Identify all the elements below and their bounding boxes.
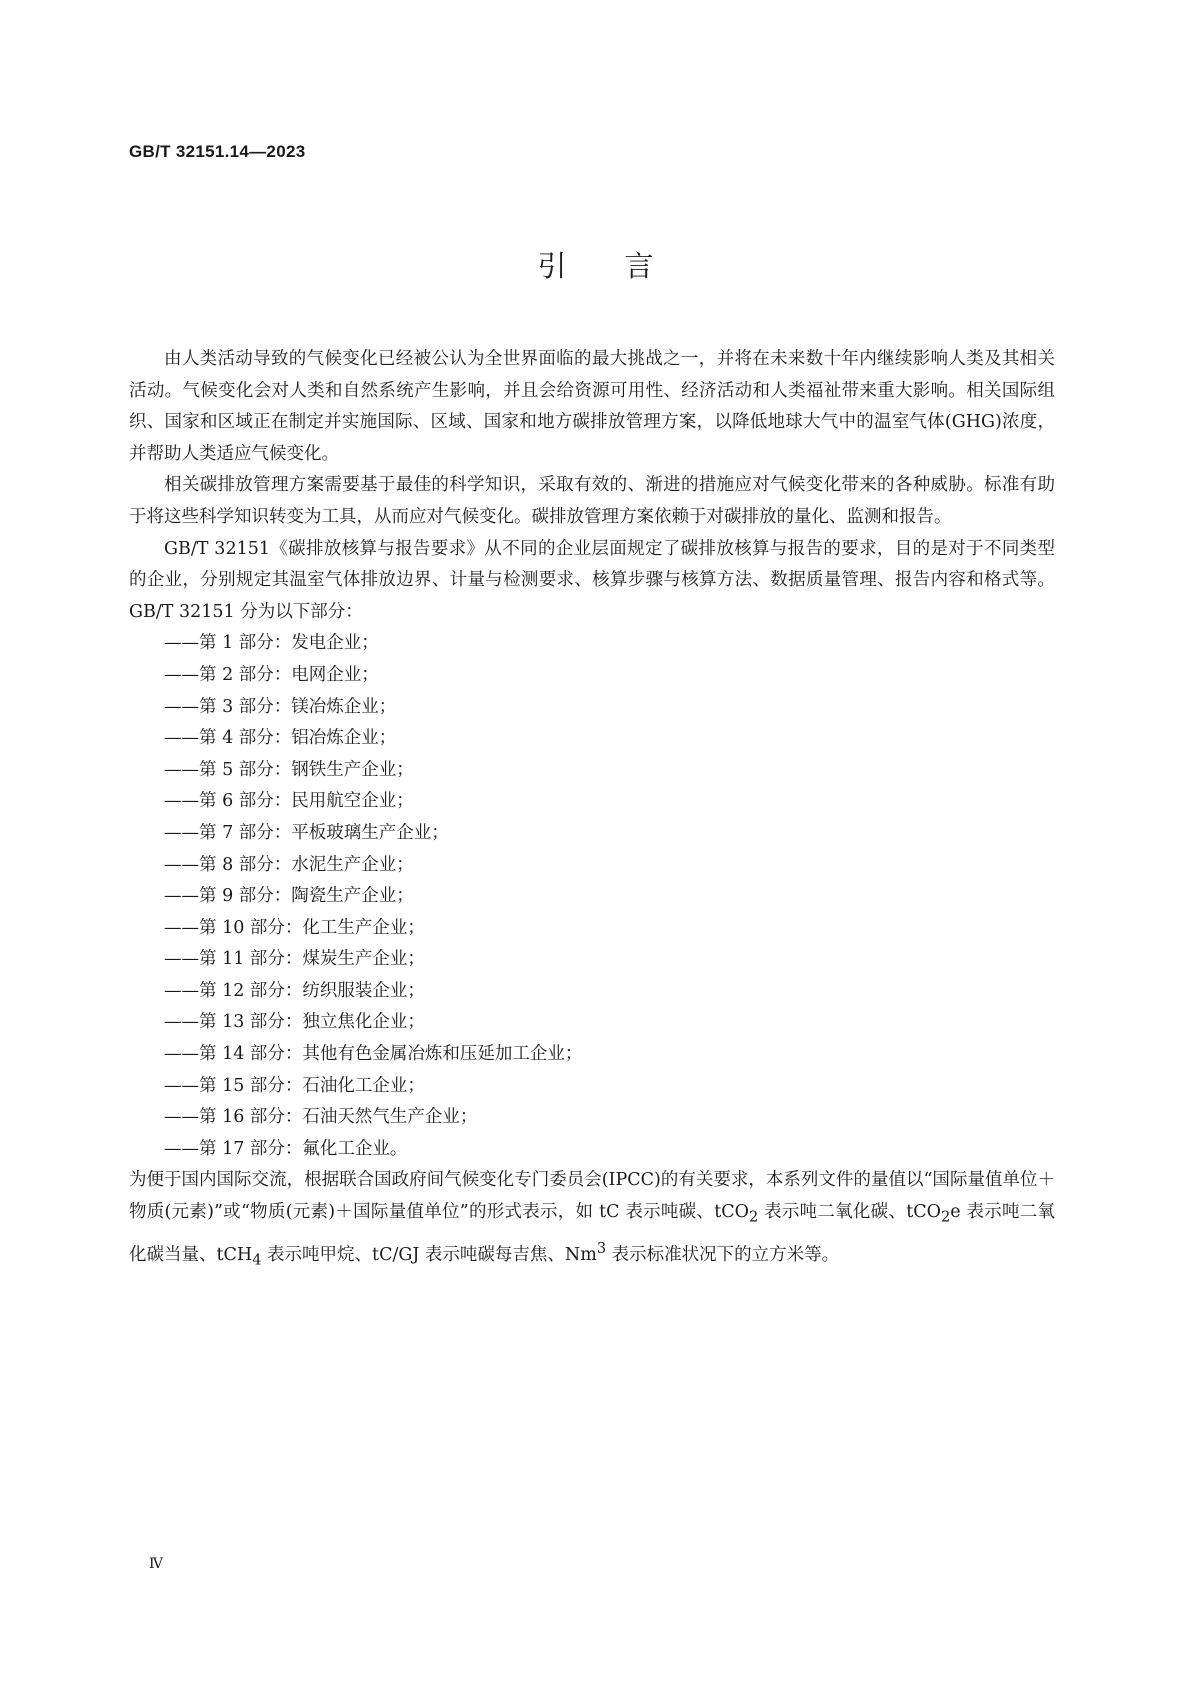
paragraph-series: GB/T 32151《碳排放核算与报告要求》从不同的企业层面规定了碳排放核算与报告的要求，目的是对于不同类型的企业，分别规定其温室气体排放边界、计量与检测要求、核算步骤与核算方法、数据质量管理、报告内容和格式等。GB/T 32151 分为以下部分： <box>129 538 1055 622</box>
units-text-5: 表示标准状况下的立方米等。 <box>606 1244 840 1265</box>
list-item: ——第 12 部分：纺织服装企业； <box>164 980 425 1001</box>
units-superscript: 3 <box>596 1240 607 1258</box>
units-subscript: 4 <box>252 1251 262 1269</box>
list-item: ——第 10 部分：化工生产企业； <box>164 917 425 938</box>
units-text-1: 为便于国内国际交流，根据联合国政府间气候变化专门委员会(IPCC)的有关要求，本系列文件的量值以“国际量值单位＋物质(元素)”或“物质(元素)＋国际量值单位”的形式表示，如 tC 表示吨碳、tCO <box>129 1170 1055 1223</box>
units-text-2: 表示吨二氧化碳、tCO <box>758 1202 941 1223</box>
list-item: ——第 9 部分：陶瓷生产企业； <box>164 886 414 907</box>
list-item: ——第 17 部分：氟化工企业。 <box>164 1138 408 1159</box>
paragraph-units <box>129 1165 1055 1276</box>
list-item: ——第 8 部分：水泥生产企业； <box>164 854 414 875</box>
list-item: ——第 15 部分：石油化工企业； <box>164 1075 425 1096</box>
list-item: ——第 6 部分：民用航空企业； <box>164 791 414 812</box>
standard-code: GB/T 32151.14—2023 <box>129 142 306 161</box>
units-text-4: 表示吨甲烷、tC/GJ 表示吨碳每吉焦、Nm <box>261 1244 597 1265</box>
list-item: ——第 4 部分：铝冶炼企业； <box>164 728 397 749</box>
list-item: ——第 2 部分：电网企业； <box>164 664 379 685</box>
document-body <box>129 344 1055 1276</box>
paragraph-intro: 由人类活动导致的气候变化已经被公认为全世界面临的最大挑战之一，并将在未来数十年内继续影响人类及其相关活动。气候变化会对人类和自然系统产生影响，并且会给资源可用性、经济活动和人类福祉带来重大影响。相关国际组织、国家和区域正在制定并实施国际、区域、国家和地方碳排放管理方案，以降低地球大气中的温室气体(GHG)浓度，并帮助人类适应气候变化。 <box>129 349 1055 464</box>
parts-list <box>129 628 1055 1165</box>
paragraph-management: 相关碳排放管理方案需要基于最佳的科学知识，采取有效的、渐进的措施应对气候变化带来的各种威胁。标准有助于将这些科学知识转变为工具，从而应对气候变化。碳排放管理方案依赖于对碳排放的量化、监测和报告。 <box>129 475 1055 527</box>
list-item: ——第 14 部分：其他有色金属冶炼和压延加工企业； <box>164 1044 583 1065</box>
units-text-3: e 表示吨二氧化碳当量、tCH <box>129 1202 1056 1265</box>
list-item: ——第 3 部分：镁冶炼企业； <box>164 696 397 717</box>
units-subscript: 2 <box>940 1208 951 1226</box>
page-number: Ⅳ <box>149 1556 163 1572</box>
list-item: ——第 5 部分：钢铁生产企业； <box>164 759 414 780</box>
list-item: ——第 1 部分：发电企业； <box>164 633 379 654</box>
list-item: ——第 11 部分：煤炭生产企业； <box>164 949 425 970</box>
list-item: ——第 16 部分：石油天然气生产企业； <box>164 1107 478 1128</box>
list-item: ——第 7 部分：平板玻璃生产企业； <box>164 822 449 843</box>
list-item: ——第 13 部分：独立焦化企业； <box>164 1012 425 1033</box>
units-subscript: 2 <box>748 1208 759 1226</box>
page-title: 引言 <box>537 249 712 283</box>
